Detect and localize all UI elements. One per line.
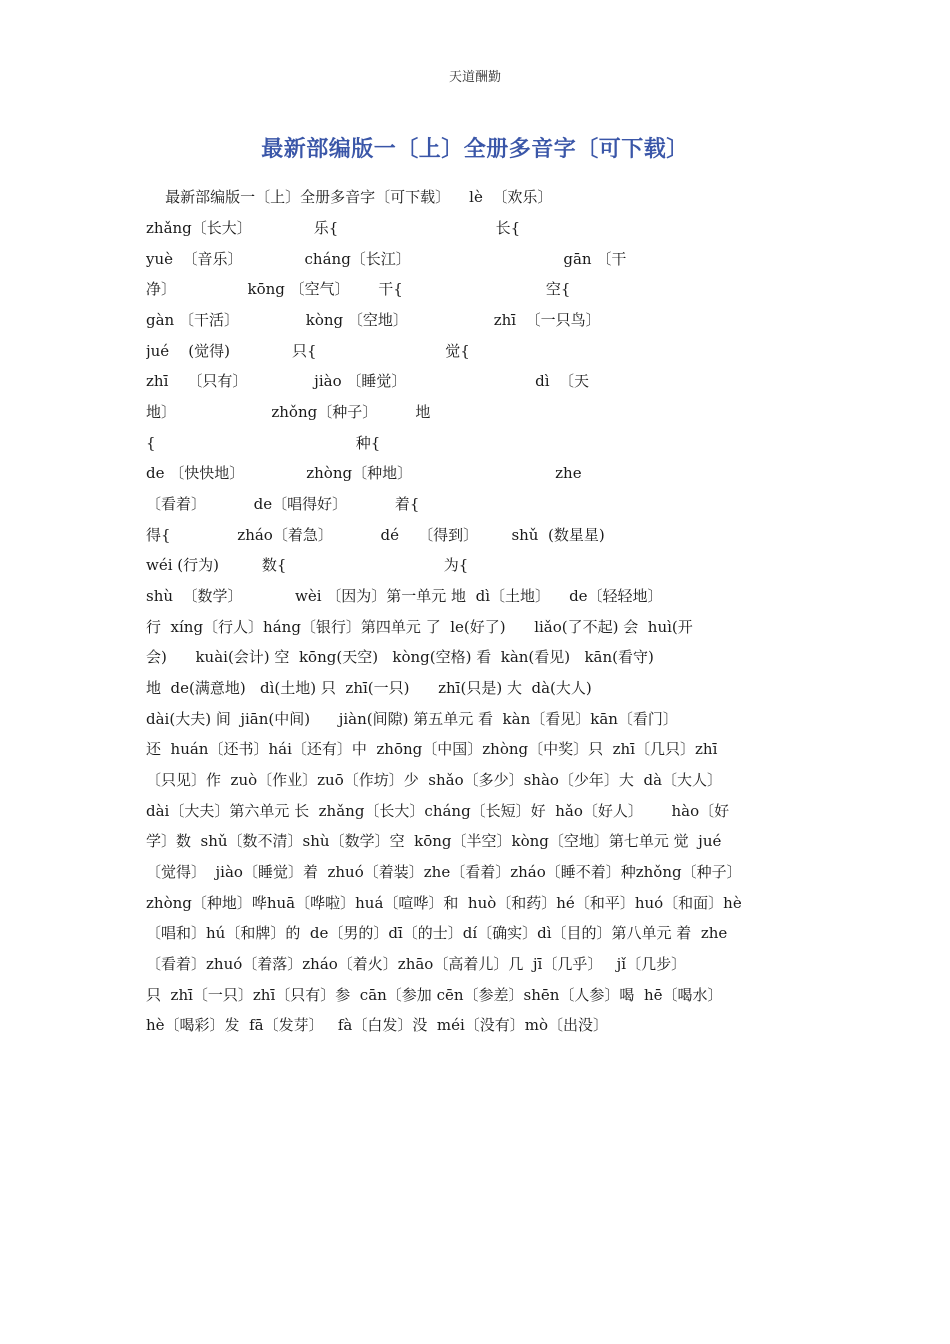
page-header: 天道酬勤 [448,70,501,85]
text-line: zhǎng〔长大〕 乐{ 长{ [146,219,521,237]
text-line: 只 zhī〔一只〕zhī〔只有〕参 cān〔参加 cēn〔参差〕shēn〔人参〕喝 hē〔喝水〕 [146,986,723,1004]
text-line: 地 de(满意地) dì(土地) 只 zhī(一只) zhī(只是) 大 dà(大人) [146,679,592,697]
text-line: 〔唱和〕hú〔和牌〕的 de〔男的〕dī〔的士〕dí〔确实〕dì〔目的〕第八单元 着 zhe [146,924,728,942]
text-line: 学〕数 shǔ〔数不清〕shù〔数学〕空 kōng〔半空〕kòng〔空地〕第七单元 觉 jué [146,832,722,850]
text-line: 地〕 zhǒng〔种子〕 地 [146,403,431,421]
text-line: 净〕 kōng 〔空气〕 干{ 空{ [146,280,571,298]
text-line: 〔只见〕作 zuò〔作业〕zuō〔作坊〕少 shǎo〔多少〕shào〔少年〕大 dà〔大人〕 [146,771,723,789]
text-line: yuè 〔音乐〕 cháng〔长江〕 gān 〔干 [146,250,627,268]
text-line: 〔觉得〕 jiào〔睡觉〕着 zhuó〔着装〕zhe〔看着〕zháo〔睡不着〕种zhǒng〔种子〕 [146,863,742,881]
text-line: zhī 〔只有〕 jiào 〔睡觉〕 dì 〔天 [146,372,590,390]
document-title: 最新部编版一〔上〕全册多音字〔可下载〕 [261,137,689,162]
text-line: gàn 〔干活〕 kòng 〔空地〕 zhī 〔一只鸟〕 [146,311,601,329]
text-line: 还 huán〔还书〕hái〔还有〕中 zhōng〔中国〕zhòng〔中奖〕只 zhī〔几只〕zhī [146,740,718,758]
text-line: zhòng〔种地〕哗huā〔哗啦〕huá〔喧哗〕和 huò〔和药〕hé〔和平〕huó〔和面〕hè [146,894,742,912]
text-line: wéi (行为) 数{ 为{ [146,556,469,574]
text-line: 得{ zháo〔着急〕 dé 〔得到〕 shǔ (数星星) [146,526,605,544]
text-line: 会) kuài(会计) 空 kōng(天空) kòng(空格) 看 kàn(看见) kān(看守) [146,648,654,666]
text-line: hè〔喝彩〕发 fā〔发芽〕 fà〔白发〕没 méi〔没有〕mò〔出没〕 [146,1016,609,1034]
text-line: jué (觉得) 只{ 觉{ [146,342,470,360]
text-line: dài(大夫) 间 jiān(中间) jiàn(间隙) 第五单元 看 kàn〔看见〕kān〔看门〕 [146,710,678,728]
text-line: 〔看着〕zhuó〔着落〕zháo〔着火〕zhāo〔高着儿〕几 jī〔几乎〕 jǐ〔几步〕 [146,955,687,973]
text-line: 〔看着〕 de〔唱得好〕 着{ [146,495,420,513]
text-line: 最新部编版一〔上〕全册多音字〔可下载〕 lè 〔欢乐〕 [146,188,553,206]
text-line: dài〔大夫〕第六单元 长 zhǎng〔长大〕cháng〔长短〕好 hǎo〔好人〕 hào〔好 [146,802,730,820]
text-line: de 〔快快地〕 zhòng〔种地〕 zhe [146,464,582,482]
text-line: 行 xíng〔行人〕háng〔银行〕第四单元 了 le(好了) liǎo(了不起) 会 huì(开 [146,618,693,636]
text-line: { 种{ [146,434,381,452]
text-line: shù 〔数学〕 wèi 〔因为〕第一单元 地 dì〔土地〕 de〔轻轻地〕 [146,587,663,605]
